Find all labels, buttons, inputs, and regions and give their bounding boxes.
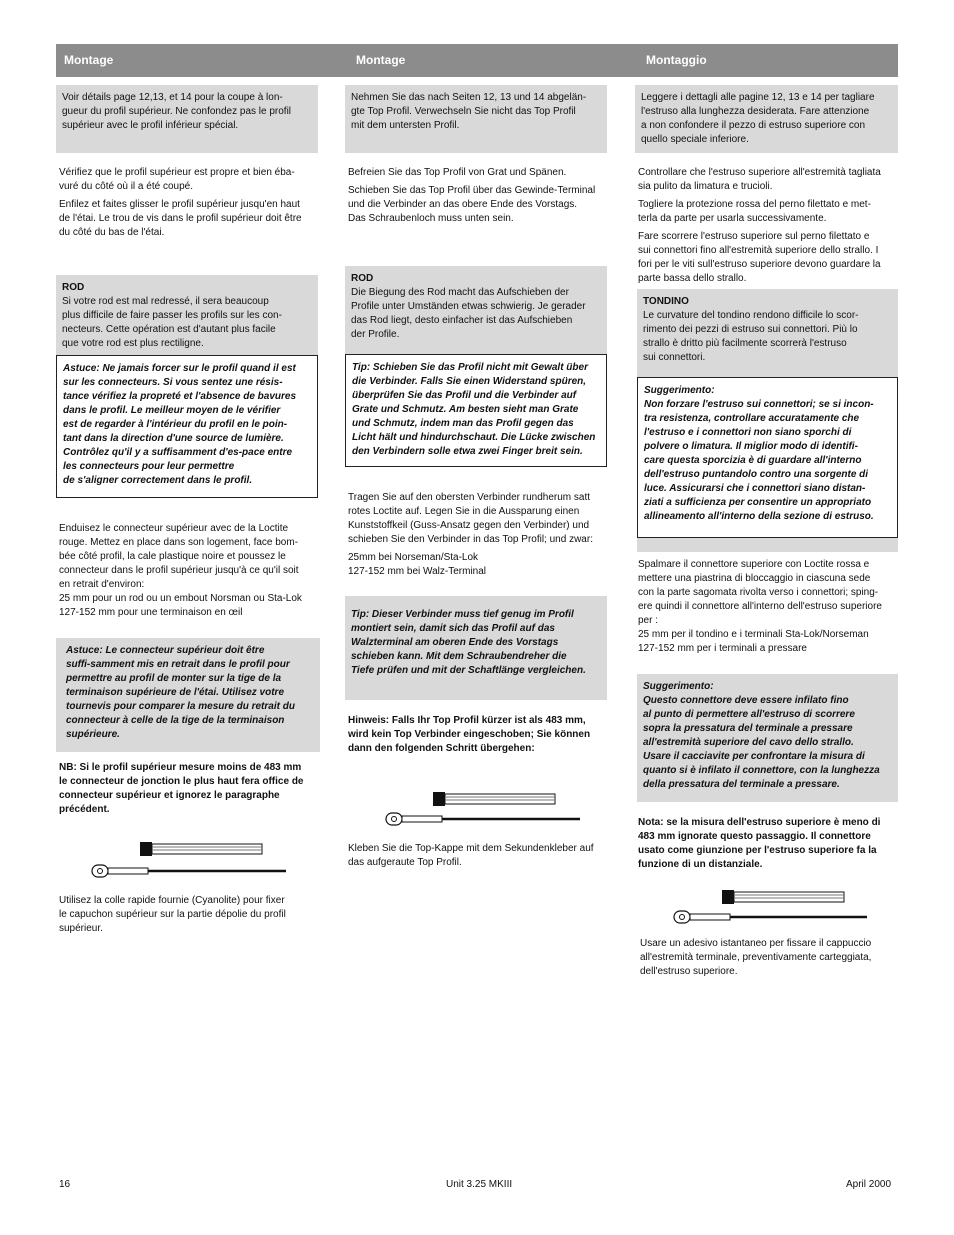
footer-unit: Unit 3.25 MKIII [446, 1179, 513, 1190]
it-body-1 [638, 166, 900, 286]
de-intro-text: Nehmen Sie das nach Seiten 12, 13 und 14 abgelän- gte Top Profil. Verwechseln Sie nicht das Top Profil mit dem untersten Profil. [351, 92, 587, 131]
fr-body-1 [59, 166, 321, 240]
de-p3b: 25mm bei Norseman/Sta-Lok 127-152 mm bei Walz-Terminal [348, 552, 487, 577]
de-terminal-illustration [383, 788, 583, 834]
it-p2b: Fare scorrere l'estruso superiore sul perno filettato e sui connettori fino all'estremità superiore dello strallo. I fori per le viti sull'estruso superiore devono guardare la parte bassa dello strallo. [638, 231, 881, 284]
it-intro-box [635, 85, 898, 153]
it-rod-title: TONDINO [643, 296, 689, 307]
it-body-2 [638, 558, 900, 656]
de-tip1-box [345, 354, 607, 467]
section-header-bar [56, 44, 898, 77]
de-body-3 [348, 842, 610, 870]
fr-p2: Enfilez et faites glisser le profil supérieur jusqu'en haut de l'étai. Le trou de vis dans le profil supérieur doit être du côté du bas de l'étai. [59, 199, 302, 238]
de-p1: Befreien Sie das Top Profil von Grat und Spänen. [348, 167, 567, 178]
it-intro-text: Leggere i dettagli alle pagine 12, 13 e 14 per tagliare l'estruso alla lunghezza desiderata. Fare attenzione a non confondere il pezzo di estruso superiore con quello speciale inferiore. [641, 92, 875, 145]
fr-p1: Vérifiez que le profil supérieur est propre et bien éba- vuré du côté où il a été coupé. [59, 167, 295, 192]
it-tip2-text: Questo connettore deve essere infilato fino al punto di permettere all'estruso di scorrere sopra la pressatura del terminale a pressare all'estremità superiore del cavo dello strallo. Usare il cacciavite per confrontare la misura di quanto si è infilato il connettore, con la lunghezza della pressatura del terminale a pressare. [643, 695, 880, 790]
footer-date: April 2000 [846, 1179, 892, 1190]
de-nb-block [348, 714, 610, 756]
page-number: 16 [59, 1179, 71, 1190]
fr-nb-text: NB: Si le profil supérieur mesure moins de 483 mm le connecteur de jonction le plus haut fera office de connecteur supérieur et ignorez le paragraphe précédent. [59, 762, 304, 815]
fr-body-2 [59, 522, 321, 620]
fr-terminal-illustration [88, 838, 288, 884]
de-p4: Kleben Sie die Top-Kappe mit dem Sekundenkleber auf das aufgeraute Top Profil. [348, 843, 594, 868]
it-terminal-illustration [670, 886, 870, 932]
it-tip2-title: Suggerimento: [643, 681, 714, 692]
header-title-de: Montage [356, 53, 406, 67]
fr-rod-text: Si votre rod est mal redressé, il sera beaucoup plus difficile de faire passer les profils sur les con- necteurs. Cette opération est d'autant plus facile que votre rod est plus rectiligne. [62, 296, 282, 349]
de-tip1-text: Tip: Schieben Sie das Profil nicht mit Gewalt über die Verbinder. Falls Sie einen Widerstand spüren, überprüfen Sie das Profil und die Verbinder auf Grate und Schmutz. Am besten sieht man Grate und Schmutz, indem man das Profil gegen das Licht hält und hindurchschaut. Die Lücke zwischen den Verbindern solle etwa zwei Finger breit sein. [352, 362, 596, 457]
it-tip1-title: Suggerimento: [644, 385, 715, 396]
fr-rod-title: ROD [62, 282, 85, 293]
fr-p4: Utilisez la colle rapide fournie (Cyanolite) pour fixer le capuchon supérieur sur la partie dépolie du profil supérieur. [59, 895, 286, 934]
it-p1: Controllare che l'estruso superiore all'estremità tagliata sia pulito da limatura e trucioli. [638, 167, 881, 192]
fr-p3: Enduisez le connecteur supérieur avec de la Loctite rouge. Mettez en place dans son logement, face bom- bée côté profil, la cale plastique noire et poussez le connecteur dans le profil supérieur jusqu'à ce qu'il soit en retrait d'environ: 25 mm pour un rod ou un embout Norsman ou Sta-Lok 127-152 mm pour une terminaison en œil [59, 523, 302, 618]
it-body-3 [640, 937, 902, 979]
fr-rod-box [56, 275, 318, 355]
it-tip1-footer-band [637, 538, 898, 552]
fr-tip1-box [56, 355, 318, 498]
de-tip2-box [345, 596, 607, 700]
it-rod-box [637, 289, 898, 377]
header-title-it: Montaggio [646, 53, 707, 67]
de-rod-title: ROD [351, 273, 374, 284]
header-title-fr: Montage [64, 53, 114, 67]
fr-tip2-text: Astuce: Le connecteur supérieur doit être suffi-samment mis en retrait dans le profil pour permettre au profil de monter sur la tige de la terminaison supérieure de l'étai. Utilisez votre tournevis pour comparer la mesure du retrait du connecteur à celle de la tige de la terminaison supérieure. [66, 645, 295, 740]
de-p2: Schieben Sie das Top Profil über das Gewinde-Terminal und die Verbinder an das obere Ende des Vorstags. Das Schraubenloch muss unten sein. [348, 185, 596, 224]
de-body-2 [348, 491, 610, 579]
de-p3: Tragen Sie auf den obersten Verbinder rundherum satt rotes Loctite auf. Legen Sie in die Aussparung einen Kunststoffkeil (Guss-Ansatz gegen den Verbinder) und schieben Sie den Verbinder in das Top Profil; und zwar: [348, 492, 593, 545]
fr-intro-box [56, 85, 318, 153]
fr-tip2-box [56, 638, 320, 752]
fr-nb-block [59, 761, 321, 817]
it-nb-block [638, 816, 900, 872]
it-nb-text: Nota: se la misura dell'estruso superiore è meno di 483 mm ignorate questo passaggio. Il connettore usato come giunzione per l'estruso superiore fa la funzione di un distanziale. [638, 817, 881, 870]
de-rod-text: Die Biegung des Rod macht das Aufschieben der Profile unter Umständen etwas schwierig. Je gerader das Rod liegt, desto einfacher ist das Aufschieben der Profile. [351, 287, 586, 340]
de-nb-text: Hinweis: Falls Ihr Top Profil kürzer ist als 483 mm, wird kein Top Verbinder eingeschoben; Sie können dann den folgenden Schritt übergehen: [348, 715, 591, 754]
it-p3: Spalmare il connettore superiore con Loctite rossa e mettere una piastrina di bloccaggio in ciascuna sede con la parte sagomata rivolta verso i connettori; sping- ere quindi il connettore all'interno dell'estruso superiore per : 25 mm per il tondino e i terminali Sta-Lok/Norseman 127-152 mm per i terminali a pressare [638, 559, 882, 654]
it-p4: Usare un adesivo istantaneo per fissare il cappuccio all'estremità terminale, preventivamente carteggiata, dell'estruso superiore. [640, 938, 872, 977]
it-tip2-box [637, 674, 898, 802]
fr-intro-text: Voir détails page 12,13, et 14 pour la coupe à lon- gueur du profil supérieur. Ne confondez pas le profil supérieur avec le profil inférieur spécial. [62, 92, 292, 131]
fr-tip1-text: Astuce: Ne jamais forcer sur le profil quand il est sur les connecteurs. Si vous sentez une résis- tance vérifiez la propreté et l'absence de bavures dans le profil. Le meilleur moyen de le vérifier est de regarder à l'intérieur du profil en le poin- tant dans la direction d'une source de lumière. Contrôlez qu'il y a suffisamment d'es-pace entre les connecteurs pour leur permettre de s'aligner correctement dans le profil. [63, 363, 297, 486]
fr-body-3 [59, 894, 321, 936]
it-tip1-text: Non forzare l'estruso sui connettori; se si incon- tra resistenza, controllare accuratamente che l'estruso e i connettori non siano sporchi di polvere o limatura. Il miglior modo di identifi- care questa sporcizia è di guardare all'interno dell'estruso puntandolo contro una sorgente di luce. Assicurarsi che i connettori siano distan- ziati a sufficienza per consentire un appropriato allineamento all'interno della sezione di estruso. [644, 399, 874, 522]
it-tip1-box [637, 377, 898, 538]
it-p2: Togliere la protezione rossa del perno filettato e met- terla da parte per usarla successivamente. [638, 199, 871, 224]
de-body-1 [348, 166, 610, 226]
de-rod-box [345, 266, 607, 354]
de-intro-box [345, 85, 607, 153]
it-rod-text: Le curvature del tondino rendono difficile lo scor- rimento dei pezzi di estruso sui connettori. Più lo strallo è dritto più facilmente scorrerà l'estruso sui connettori. [643, 310, 859, 363]
de-tip2-text: Tip: Dieser Verbinder muss tief genug im Profil montiert sein, damit sich das Profil auf das Walzterminal am oberen Ende des Vorstags schieben kann. Mit dem Schraubendreher die Tiefe prüfen und mit der Schaftlänge vergleichen. [351, 609, 586, 676]
